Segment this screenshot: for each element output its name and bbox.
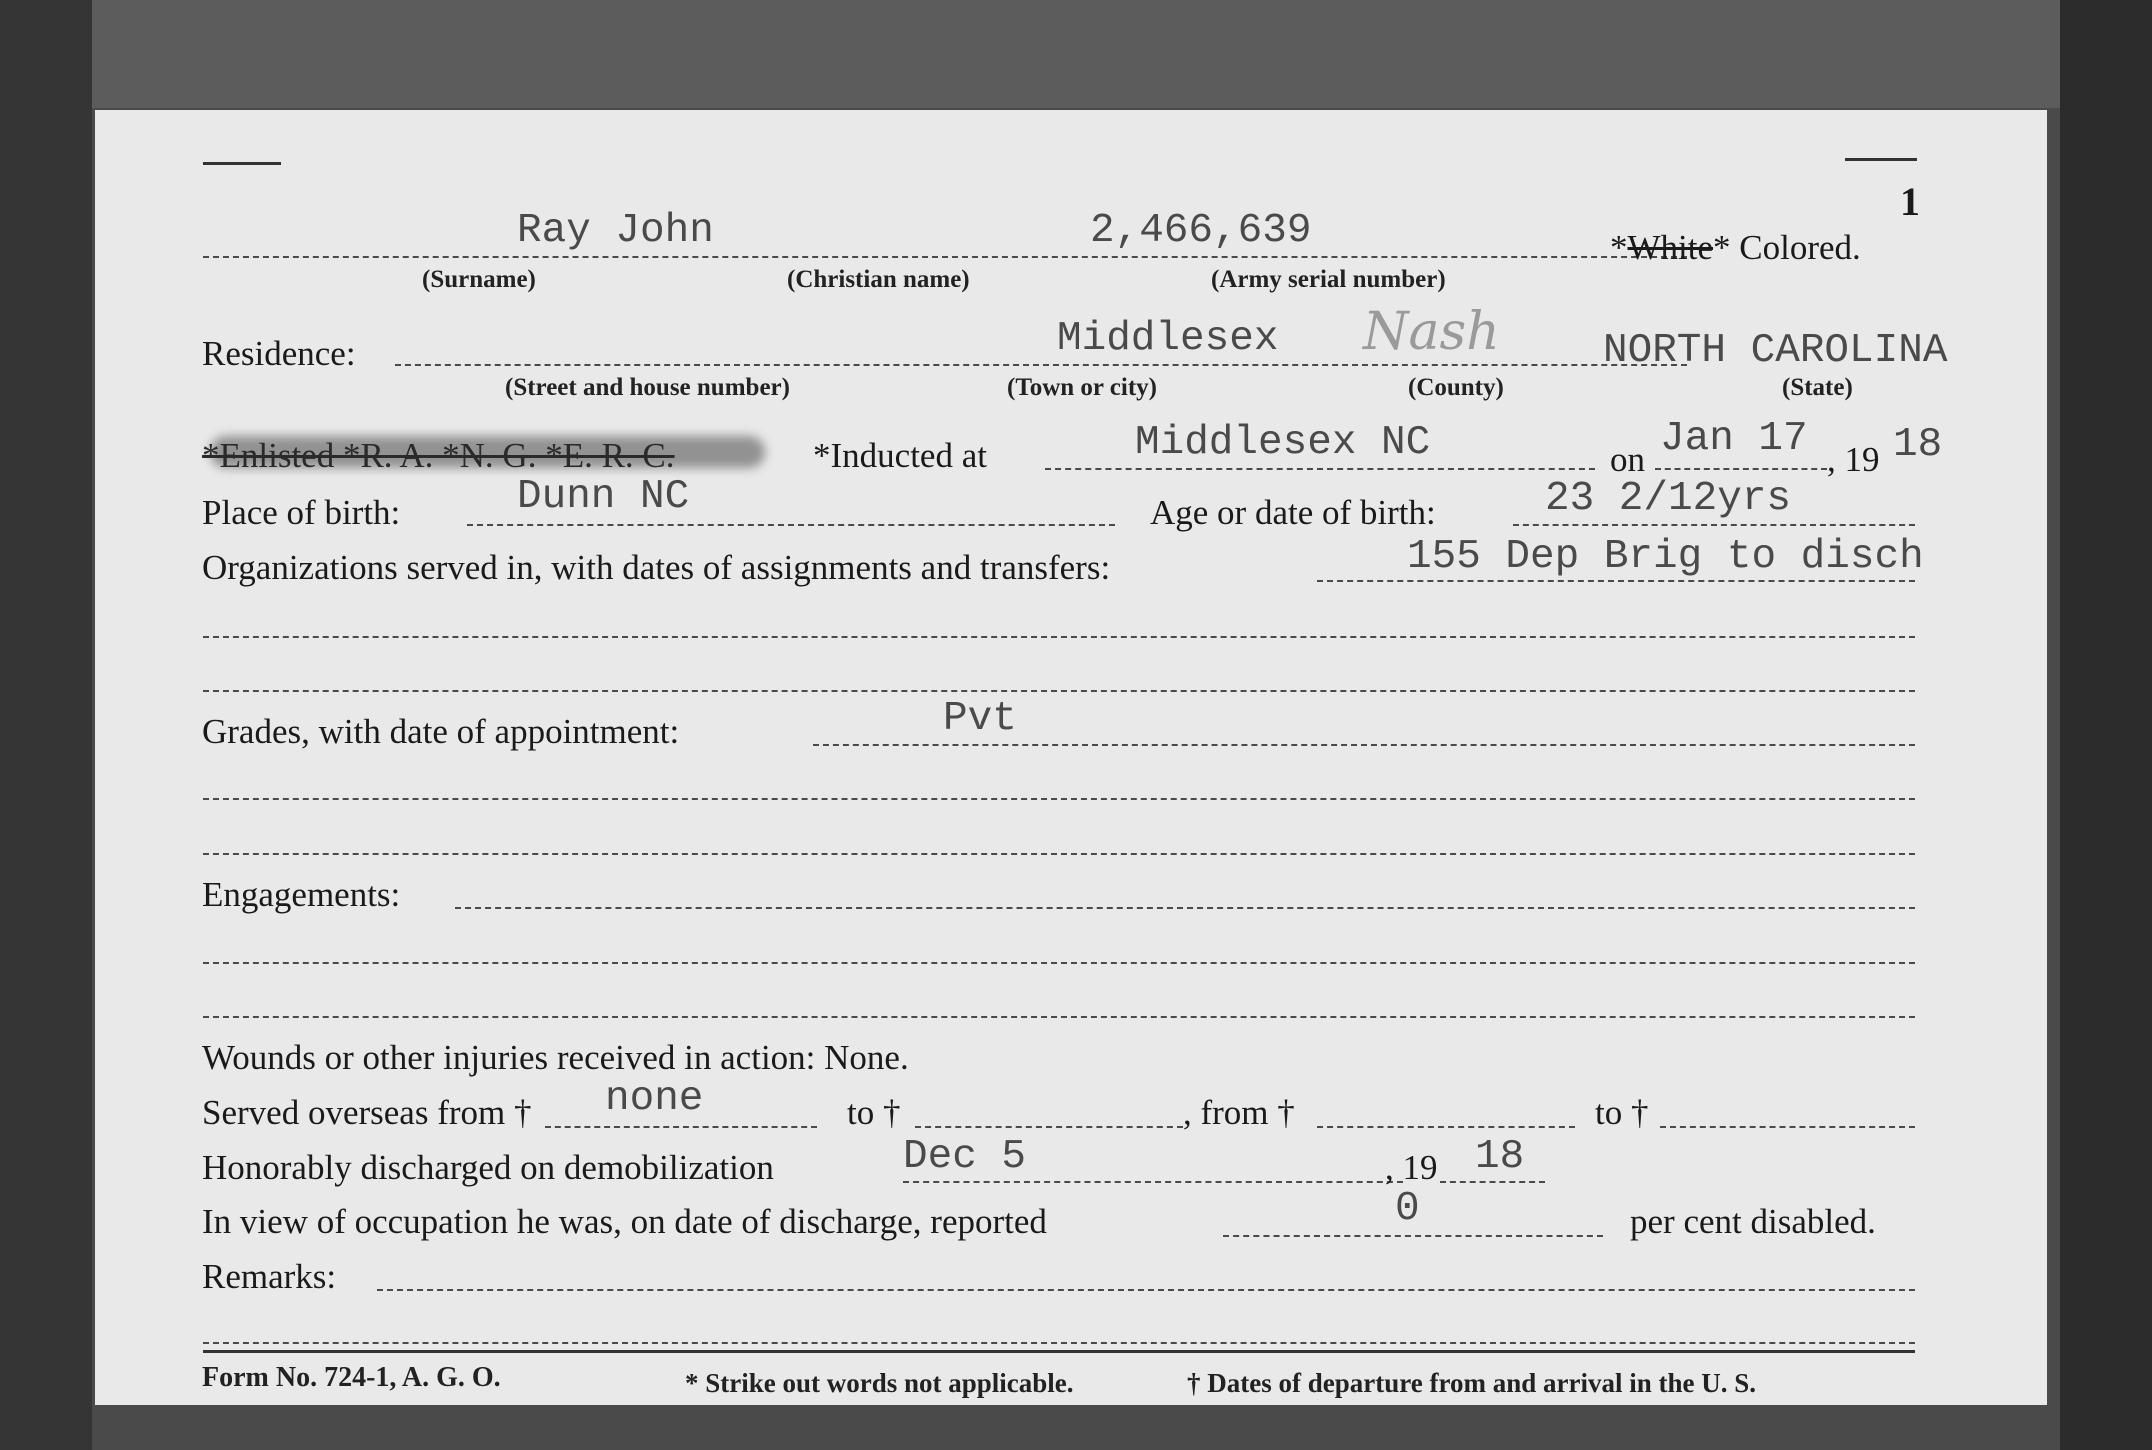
induction-date-line — [1655, 468, 1827, 470]
induction-year-prefix: , 19 — [1827, 440, 1880, 479]
discharge-label: Honorably discharged on demobilization — [202, 1148, 774, 1187]
engagements-line — [455, 907, 1915, 909]
disability-label: In view of occupation he was, on date of discharge, reported — [202, 1202, 1047, 1241]
footer-rule — [203, 1350, 1915, 1353]
age-line — [1513, 524, 1915, 526]
overseas-from-value: none — [605, 1076, 704, 1122]
grades-label: Grades, with date of appointment: — [202, 712, 680, 751]
wounds-text: Wounds or other injuries received in action: None. — [202, 1038, 909, 1077]
age-label: Age or date of birth: — [1150, 493, 1436, 532]
serial-caption: (Army serial number) — [1211, 266, 1446, 293]
soldier-name: Ray John — [517, 208, 714, 254]
overseas-label: Served overseas from † — [202, 1093, 532, 1132]
discharge-year: 18 — [1475, 1134, 1525, 1180]
organizations-line — [1317, 580, 1915, 582]
inducted-place: Middlesex NC — [1135, 420, 1431, 466]
county-caption: (County) — [1408, 374, 1504, 401]
disability-line — [1223, 1235, 1603, 1237]
street-caption: (Street and house number) — [505, 374, 790, 401]
overseas-from2-line — [1317, 1126, 1575, 1128]
enlistment-options-struck: *Enlisted *R. A. *N. G. *E. R. C. — [202, 436, 675, 475]
grades-line-2 — [203, 798, 1915, 800]
residence-label: Residence: — [202, 334, 356, 373]
christian-name-caption: (Christian name) — [787, 266, 970, 293]
engagements-line-3 — [203, 1016, 1915, 1018]
discharge-year-line — [1440, 1181, 1545, 1183]
race-white-struck: White — [1627, 228, 1714, 267]
race-colored: Colored. — [1739, 228, 1861, 267]
engagements-label: Engagements: — [202, 875, 401, 914]
induction-year: 18 — [1893, 422, 1943, 468]
disability-suffix: per cent disabled. — [1630, 1202, 1876, 1241]
residence-state: NORTH CAROLINA — [1603, 328, 1948, 374]
overseas-to2-label: to † — [1595, 1093, 1649, 1132]
residence-town: Middlesex — [1057, 316, 1279, 362]
overseas-to-label: to † — [847, 1093, 901, 1132]
inducted-line — [1045, 468, 1595, 470]
residence-line — [395, 364, 1687, 366]
discharge-year-prefix: , 19 — [1385, 1148, 1438, 1187]
engagements-line-2 — [203, 962, 1915, 964]
grades-line — [813, 744, 1915, 746]
surname-caption: (Surname) — [422, 266, 536, 293]
race-colored-star: * — [1713, 228, 1731, 267]
overseas-from2-label: , from † — [1183, 1093, 1295, 1132]
corner-rule — [203, 162, 281, 165]
disability-value: 0 — [1395, 1186, 1420, 1232]
organizations-line-2 — [203, 636, 1915, 638]
inducted-label: *Inducted at — [813, 436, 987, 475]
overseas-to-line — [915, 1126, 1183, 1128]
birthplace-label: Place of birth: — [202, 493, 401, 532]
residence-county-handwritten: Nash — [1363, 302, 1500, 362]
state-caption: (State) — [1782, 374, 1853, 401]
overseas-to2-line — [1660, 1126, 1915, 1128]
birthplace-value: Dunn NC — [517, 474, 690, 520]
name-line — [203, 256, 1687, 258]
dates-note: † Dates of departure from and arrival in the U. S. — [1187, 1368, 1756, 1398]
discharge-date-line — [903, 1181, 1403, 1183]
remarks-label: Remarks: — [202, 1257, 337, 1296]
birthplace-line — [467, 524, 1115, 526]
town-caption: (Town or city) — [1007, 374, 1157, 401]
discharge-date: Dec 5 — [903, 1134, 1027, 1180]
race-field: *White* Colored. — [1610, 228, 1861, 267]
on-label: on — [1610, 440, 1645, 479]
scan-frame-right — [2060, 0, 2152, 1450]
corner-rule — [1845, 158, 1917, 161]
remarks-line — [377, 1289, 1915, 1291]
card-number: 1 — [1900, 179, 1920, 224]
form-number: Form No. 724-1, A. G. O. — [202, 1362, 501, 1393]
age-value: 23 2/12yrs — [1545, 476, 1792, 522]
scan-frame-left — [0, 0, 92, 1450]
grades-line-3 — [203, 853, 1915, 855]
organizations-label: Organizations served in, with dates of assignments and transfers: — [202, 548, 1111, 587]
organizations-line-3 — [203, 690, 1915, 692]
organizations-value: 155 Dep Brig to disch — [1407, 534, 1924, 580]
strike-out-note: * Strike out words not applicable. — [685, 1368, 1074, 1398]
remarks-line-2 — [203, 1342, 1915, 1344]
service-record-card — [95, 110, 2047, 1405]
induction-date: Jan 17 — [1660, 416, 1808, 462]
grade-value: Pvt — [943, 696, 1017, 742]
army-serial-number: 2,466,639 — [1090, 208, 1312, 254]
overseas-from-line — [545, 1126, 817, 1128]
scan-frame-top — [92, 0, 2060, 108]
